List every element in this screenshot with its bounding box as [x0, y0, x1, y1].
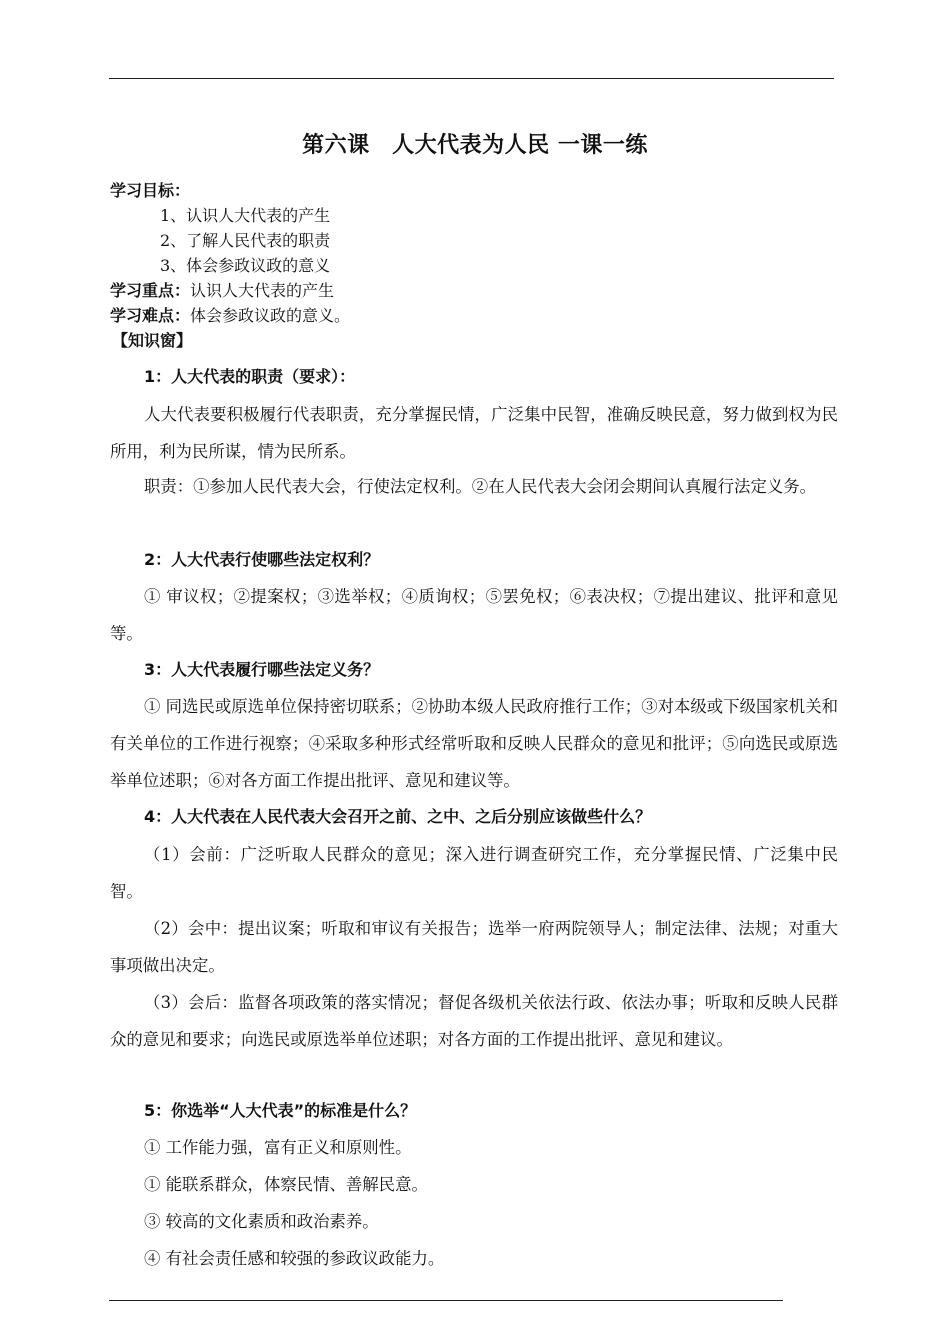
objective-item: 3、体会参政议政的意义: [160, 256, 331, 275]
section-paragraph: ① 同选民或原选单位保持密切联系；②协助本级人民政府推行工作；③对本级或下级国家机关和有关单位的工作进行视察；④采取多种形式经常听取和反映人民群众的意见和批评；⑤向选民或原选举单位述职；⑥对各方面工作提出批评、意见和建议等。: [110, 697, 838, 790]
section-paragraph: （1）会前：广泛听取人民群众的意见；深入进行调查研究工作，充分掌握民情、广泛集中民智。: [110, 845, 838, 901]
criteria-item: ④ 有社会责任感和较强的参政议政能力。: [144, 1249, 445, 1268]
section-paragraph: ① 审议权；②提案权；③选举权；④质询权；⑤罢免权；⑥表决权；⑦提出建议、批评和意见等。: [110, 587, 838, 643]
section-heading: 4：人大代表在人民代表大会召开之前、之中、之后分别应该做些什么？: [144, 807, 652, 826]
knowledge-window-label: 【知识窗】: [112, 331, 193, 350]
footer-rule: [109, 1300, 783, 1301]
section-paragraph: （2）会中：提出议案；听取和审议有关报告；选举一府两院领导人；制定法律、法规；对重大事项做出决定。: [110, 919, 838, 975]
key-point-label: 学习重点：: [110, 281, 191, 300]
criteria-item: ③ 较高的文化素质和政治素养。: [144, 1212, 379, 1231]
section-heading: 5：你选举“人大代表”的标准是什么？: [144, 1101, 417, 1120]
difficult-point-label: 学习难点：: [110, 306, 191, 325]
criteria-item: ① 工作能力强，富有正义和原则性。: [144, 1138, 412, 1157]
section-paragraph: （3）会后：监督各项政策的落实情况；督促各级机关依法行政、依法办事；听取和反映人民群众的意见和要求；向选民或原选举单位述职；对各方面的工作提出批评、意见和建议。: [110, 993, 838, 1049]
page-title: 第六课 人大代表为人民 一课一练: [302, 133, 648, 158]
objective-item: 1、认识人大代表的产生: [160, 206, 331, 225]
objective-item: 2、了解人民代表的职责: [160, 231, 331, 250]
difficult-point: [110, 306, 350, 326]
section-heading: 2：人大代表行使哪些法定权利？: [144, 550, 380, 569]
key-point: [110, 281, 334, 301]
section-paragraph: 人大代表要积极履行代表职责，充分掌握民情，广泛集中民智，准确反映民意，努力做到权为民所用，利为民所谋，情为民所系。: [110, 405, 838, 461]
difficult-point-text: 体会参政议政的意义。: [190, 306, 351, 325]
objectives-label: 学习目标：: [110, 181, 191, 200]
key-point-text: 认识人大代表的产生: [190, 281, 335, 300]
section-paragraph: 职责：①参加人民代表大会，行使法定权利。②在人民代表大会闭会期间认真履行法定义务。: [144, 477, 817, 496]
section-heading: 1：人大代表的职责（要求）：: [144, 367, 356, 386]
criteria-item: ① 能联系群众，体察民情、善解民意。: [144, 1175, 428, 1194]
header-rule: [109, 78, 834, 79]
section-heading: 3：人大代表履行哪些法定义务？: [144, 660, 380, 679]
